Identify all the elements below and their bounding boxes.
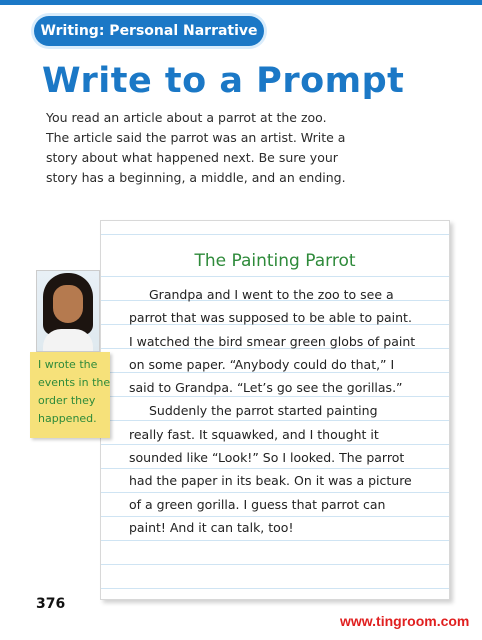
student-photo	[36, 270, 100, 352]
note-line: I wrote the	[38, 358, 98, 371]
top-stripe	[0, 0, 482, 5]
story-title: The Painting Parrot	[194, 251, 356, 271]
story-line: on some paper. “Anybody could do that,” I	[129, 356, 395, 372]
story-line: had the paper in its beak. On it was a picture	[129, 473, 412, 489]
prompt-line: You read an article about a parrot at the zoo.	[46, 110, 327, 125]
section-banner: Writing: Personal Narrative	[34, 16, 264, 46]
note-line: happened.	[38, 412, 97, 425]
story-line: Suddenly the parrot started painting	[149, 403, 378, 419]
story-line: said to Grandpa. “Let’s go see the gorillas.”	[129, 380, 403, 396]
story-line: parrot that was supposed to be able to paint.	[129, 310, 412, 326]
watermark: www.tingroom.com	[340, 613, 470, 629]
page-number: 376	[36, 596, 66, 612]
prompt-line: story about what happened next. Be sure your	[46, 150, 338, 165]
sticky-note	[30, 352, 110, 438]
story-line: really fast. It squawked, and I thought it	[129, 426, 379, 442]
story-line: of a green gorilla. I guess that parrot can	[129, 496, 386, 512]
story-line: Grandpa and I went to the zoo to see a	[149, 287, 394, 302]
story-line: I watched the bird smear green globs of paint	[129, 333, 416, 349]
prompt-line: story has a beginning, a middle, and an ending.	[46, 170, 346, 185]
photo-shirt	[43, 329, 93, 352]
page-title: Write to a Prompt	[42, 61, 405, 101]
photo-face	[53, 285, 83, 323]
prompt-line: The article said the parrot was an artist. Write a	[46, 130, 346, 145]
story-line: paint! And it can talk, too!	[129, 519, 294, 535]
prompt-text	[46, 108, 366, 188]
note-line: events in the	[38, 376, 111, 389]
story-text	[129, 283, 447, 539]
story-line: sounded like “Look!” So I looked. The parrot	[129, 450, 405, 466]
note-line: order they	[38, 394, 96, 407]
lined-paper	[100, 220, 450, 600]
